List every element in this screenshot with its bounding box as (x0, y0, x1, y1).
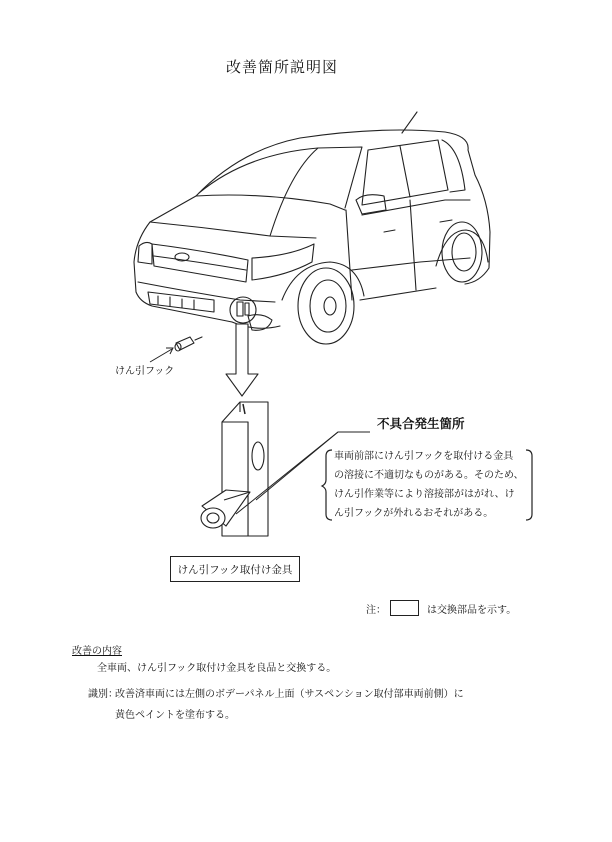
identification-label: 識別： (88, 689, 118, 700)
identification-line-1: 改善済車両には左側のボデーパネル上面（サスペンション取付部車両前側）に (115, 689, 464, 700)
defect-line: の溶接に不適切なものがある。そのため、 (334, 470, 524, 481)
hook-label: けん引フック (115, 366, 175, 377)
content-heading: 改善の内容 (72, 646, 122, 657)
replacement-part-label (170, 556, 300, 582)
note-prefix: 注： (366, 604, 386, 616)
defect-line: ん引フックが外れるおそれがある。 (334, 508, 494, 519)
defect-description (326, 447, 532, 521)
bracket-closeup (201, 402, 268, 536)
defect-line: けん引作業等により溶接部がはがれ、け (334, 489, 515, 500)
note-suffix: は交換部品を示す。 (427, 604, 517, 616)
down-arrow (226, 324, 258, 396)
defect-heading: 不具合発生箇所 (377, 416, 465, 431)
legend-note (366, 600, 516, 616)
legend-box (390, 600, 419, 616)
hook-pointer-arrow (150, 348, 173, 362)
car-illustration (134, 112, 490, 351)
content-body: 全車両、けん引フック取付け金具を良品と交換する。 (97, 663, 337, 674)
identification-line-2: 黄色ペイントを塗布する。 (115, 710, 235, 721)
defect-line: 車両前部にけん引フックを取付ける金具 (334, 451, 514, 462)
page-title: 改善箇所説明図 (226, 58, 339, 76)
part-label-text: けん引フック取付け金具 (177, 563, 293, 576)
